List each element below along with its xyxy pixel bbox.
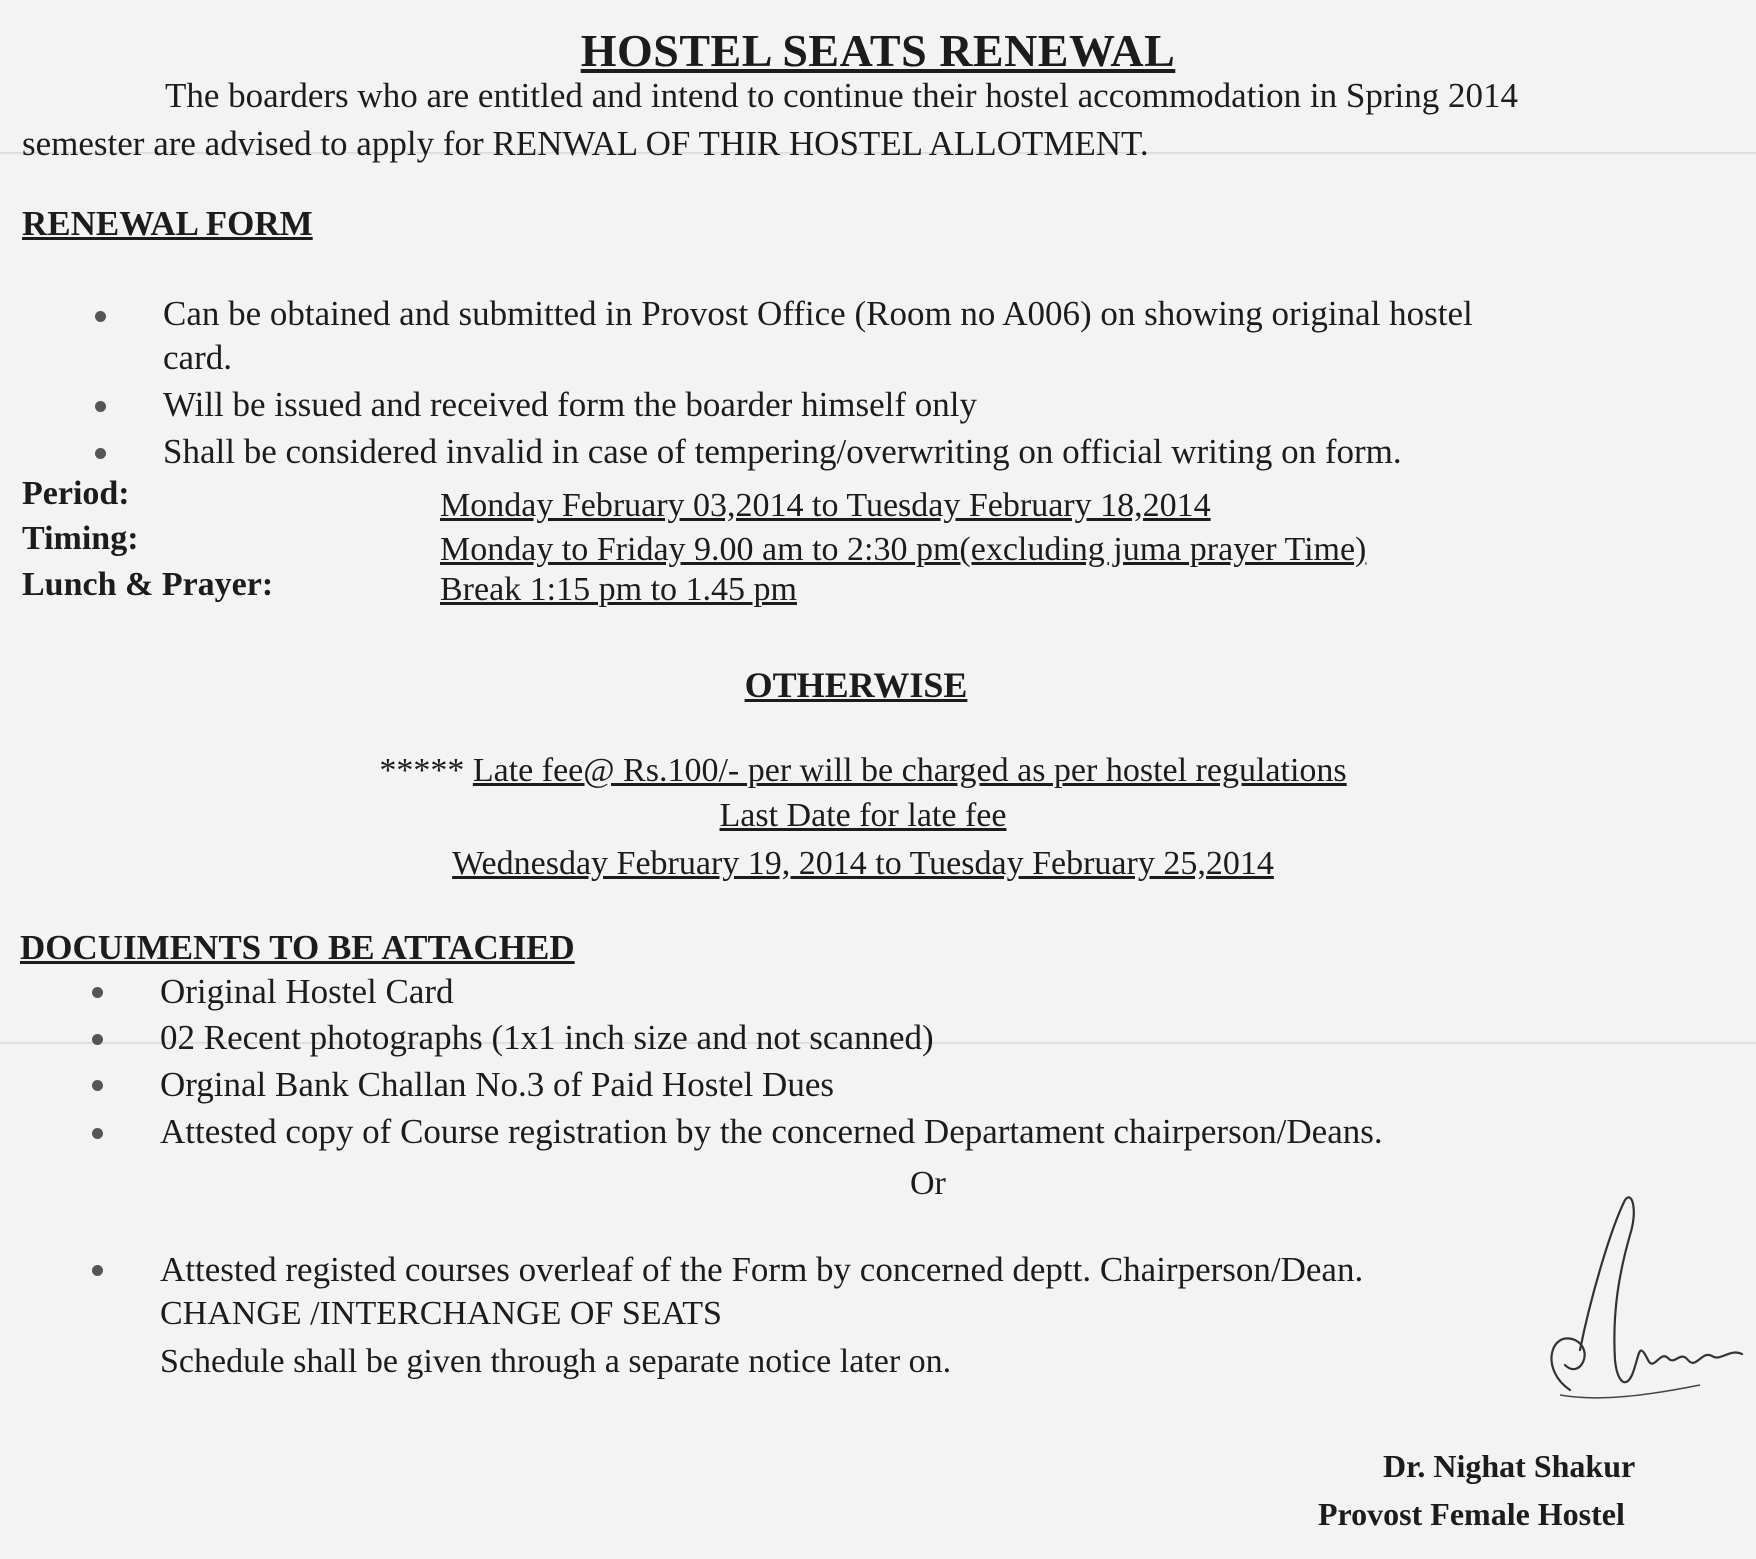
period-label: Period: <box>22 475 130 512</box>
bullet-text: 02 Recent photographs (1x1 inch size and not scanned) <box>160 1018 934 1057</box>
bullet-icon <box>95 401 106 412</box>
bullet-text: Orginal Bank Challan No.3 of Paid Hostel Dues <box>160 1065 834 1104</box>
lunch-prayer-value: Break 1:15 pm to 1.45 pm <box>440 571 797 608</box>
period-value: Monday February 03,2014 to Tuesday February 18,2014 <box>440 487 1211 524</box>
late-fee-text: Late fee@ Rs.100/- per will be charged as per hostel regulations <box>472 752 1347 789</box>
bullet-text: Shall be considered invalid in case of tempering/overwriting on official writing on form. <box>163 432 1402 471</box>
bullet-icon <box>92 1128 103 1139</box>
bullet-icon <box>95 311 106 322</box>
bullet-text: Attested copy of Course registration by the concerned Departament chairperson/Deans. <box>160 1112 1383 1151</box>
late-fee-line <box>0 752 1741 790</box>
renewal-form-heading: RENEWAL FORM <box>22 204 313 243</box>
stars-mark: ***** <box>379 752 465 789</box>
change-seats-heading: CHANGE /INTERCHANGE OF SEATS <box>160 1295 722 1332</box>
notice-title: HOSTEL SEATS RENEWAL <box>580 25 1176 76</box>
bullet-text: Attested registed courses overleaf of the Form by concerned deptt. Chairperson/Dean. <box>160 1250 1364 1289</box>
bullet-icon <box>92 1080 103 1091</box>
bullet-icon <box>92 1265 103 1276</box>
timing-value: Monday to Friday 9.00 am to 2:30 pm(excluding juma prayer Time) <box>440 531 1367 568</box>
signatory-position: Provost Female Hostel <box>1318 1496 1625 1532</box>
bullet-text: Will be issued and received form the boarder himself only <box>163 385 978 424</box>
bullet-icon <box>92 987 103 998</box>
bullet-text: Original Hostel Card <box>160 972 454 1011</box>
bullet-text: Can be obtained and submitted in Provost Office (Room no A006) on showing original hostel <box>163 294 1473 333</box>
last-date-label: Last Date for late fee <box>719 797 1007 834</box>
intro-line-1: The boarders who are entitled and intend to continue their hostel accommodation in Spring 2014 <box>165 76 1518 115</box>
handwritten-signature <box>1520 1190 1756 1420</box>
otherwise-heading: OTHERWISE <box>744 665 968 705</box>
change-seats-note: Schedule shall be given through a separate notice later on. <box>160 1343 952 1380</box>
signatory-name: Dr. Nighat Shakur <box>1383 1448 1636 1484</box>
lunch-prayer-label: Lunch & Prayer: <box>22 566 274 603</box>
bullet-text-continued: card. <box>163 338 232 377</box>
last-date-value: Wednesday February 19, 2014 to Tuesday February 25,2014 <box>452 845 1274 882</box>
or-text: Or <box>910 1165 946 1202</box>
documents-heading: DOCUIMENTS TO BE ATTACHED <box>20 928 575 967</box>
intro-line-2: semester are advised to apply for RENWAL OF THIR HOSTEL ALLOTMENT. <box>22 124 1149 163</box>
bullet-icon <box>95 448 106 459</box>
bullet-icon <box>92 1034 103 1045</box>
timing-label: Timing: <box>22 520 139 557</box>
